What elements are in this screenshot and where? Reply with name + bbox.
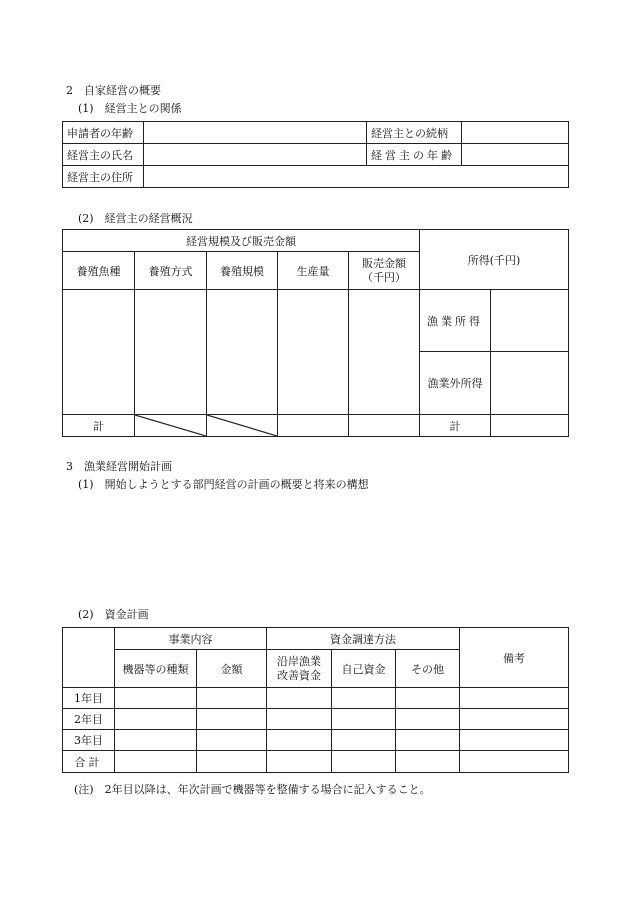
fishery-income-field[interactable] [491,290,569,352]
col-coastal-fund-line2: 改善資金 [277,668,321,682]
sales-amount-cell[interactable] [349,290,420,415]
col-amount: 金額 [197,650,267,688]
owner-address-label: 経営主の住所 [63,166,144,188]
income-total-label: 計 [420,415,491,437]
year2-remarks[interactable] [460,709,569,730]
year3-other[interactable] [396,730,460,751]
business-content-header: 事業内容 [115,628,267,650]
col-other: その他 [396,650,460,688]
year3-remarks[interactable] [460,730,569,751]
applicant-age-field[interactable] [144,122,367,144]
relation-label: 経営主との続柄 [367,122,462,144]
row-year2-label: 2年目 [63,709,115,730]
year3-own-funds[interactable] [332,730,396,751]
total-equipment[interactable] [115,751,197,773]
fish-species-cell[interactable] [63,290,135,415]
culture-method-cell[interactable] [135,290,207,415]
income-header: 所得(千円) [420,230,569,290]
year2-own-funds[interactable] [332,709,396,730]
year1-other[interactable] [396,688,460,709]
col-equipment-type: 機器等の種類 [115,650,197,688]
business-overview-table [62,229,569,437]
total-sales-field[interactable] [349,415,420,437]
non-fishery-income-field[interactable] [491,352,569,415]
year1-coastal-fund[interactable] [267,688,332,709]
year2-equipment[interactable] [115,709,197,730]
year2-coastal-fund[interactable] [267,709,332,730]
relation-field[interactable] [462,122,569,144]
section3-heading: 3 漁業経営開始計画 [66,460,172,473]
year2-other[interactable] [396,709,460,730]
applicant-age-label: 申請者の年齢 [63,122,144,144]
funding-plan-table [62,627,569,773]
total-label: 計 [63,415,135,437]
section2-heading: 2 自家経営の概要 [66,84,161,97]
year1-amount[interactable] [197,688,267,709]
total-production-field[interactable] [278,415,349,437]
production-cell[interactable] [278,290,349,415]
scale-sales-header: 経営規模及び販売金額 [63,230,420,252]
diagonal-slash-icon [135,415,206,436]
owner-name-label: 経営主の氏名 [63,144,144,166]
note-text: (注) 2年目以降は、年次計画で機器等を整備する場合に記入すること。 [74,783,431,796]
owner-name-field[interactable] [144,144,367,166]
year1-equipment[interactable] [115,688,197,709]
owner-address-field[interactable] [144,166,569,188]
col-production: 生産量 [278,252,349,290]
col-sales-amount-line1: 販売金額 [362,256,406,270]
year3-coastal-fund[interactable] [267,730,332,751]
row-year1-label: 1年目 [63,688,115,709]
col-culture-method: 養殖方式 [135,252,207,290]
income-total-field[interactable] [491,415,569,437]
total-coastal-fund[interactable] [267,751,332,773]
section2-sub2-heading: (2) 経営主の経営概況 [78,212,193,225]
plan-overview-area[interactable] [62,494,568,594]
total-culture-method-slashed [135,415,207,437]
section3-sub1-heading: (1) 開始しようとする部門経営の計画の概要と将来の構想 [78,478,369,491]
row-total-label: 合計 [63,751,115,773]
owner-age-label: 経営主の年齢 [367,144,462,166]
total-culture-scale-slashed [207,415,278,437]
section2-sub1-heading: (1) 経営主との関係 [78,102,182,115]
col-culture-scale: 養殖規模 [207,252,278,290]
year1-own-funds[interactable] [332,688,396,709]
year1-remarks[interactable] [460,688,569,709]
culture-scale-cell[interactable] [207,290,278,415]
total-own-funds[interactable] [332,751,396,773]
fishery-income-label: 漁業所得 [420,290,491,352]
total-amount[interactable] [197,751,267,773]
section3-sub2-heading: (2) 資金計画 [78,608,149,621]
col-fish-species: 養殖魚種 [63,252,135,290]
year3-equipment[interactable] [115,730,197,751]
diagonal-slash-icon [207,415,277,436]
non-fishery-income-label: 漁業外所得 [420,352,491,415]
col-sales-amount [349,252,420,290]
row-year3-label: 3年目 [63,730,115,751]
total-remarks[interactable] [460,751,569,773]
col-sales-amount-line2: （千円） [362,270,406,284]
year2-amount[interactable] [197,709,267,730]
col-coastal-fund [267,650,332,688]
total-other[interactable] [396,751,460,773]
col-coastal-fund-line1: 沿岸漁業 [277,654,321,668]
relationship-table [62,121,569,188]
owner-age-field[interactable] [462,144,569,166]
funding-corner-cell [63,628,115,688]
col-own-funds: 自己資金 [332,650,396,688]
remarks-header: 備考 [460,628,569,688]
year3-amount[interactable] [197,730,267,751]
funding-method-header: 資金調達方法 [267,628,460,650]
